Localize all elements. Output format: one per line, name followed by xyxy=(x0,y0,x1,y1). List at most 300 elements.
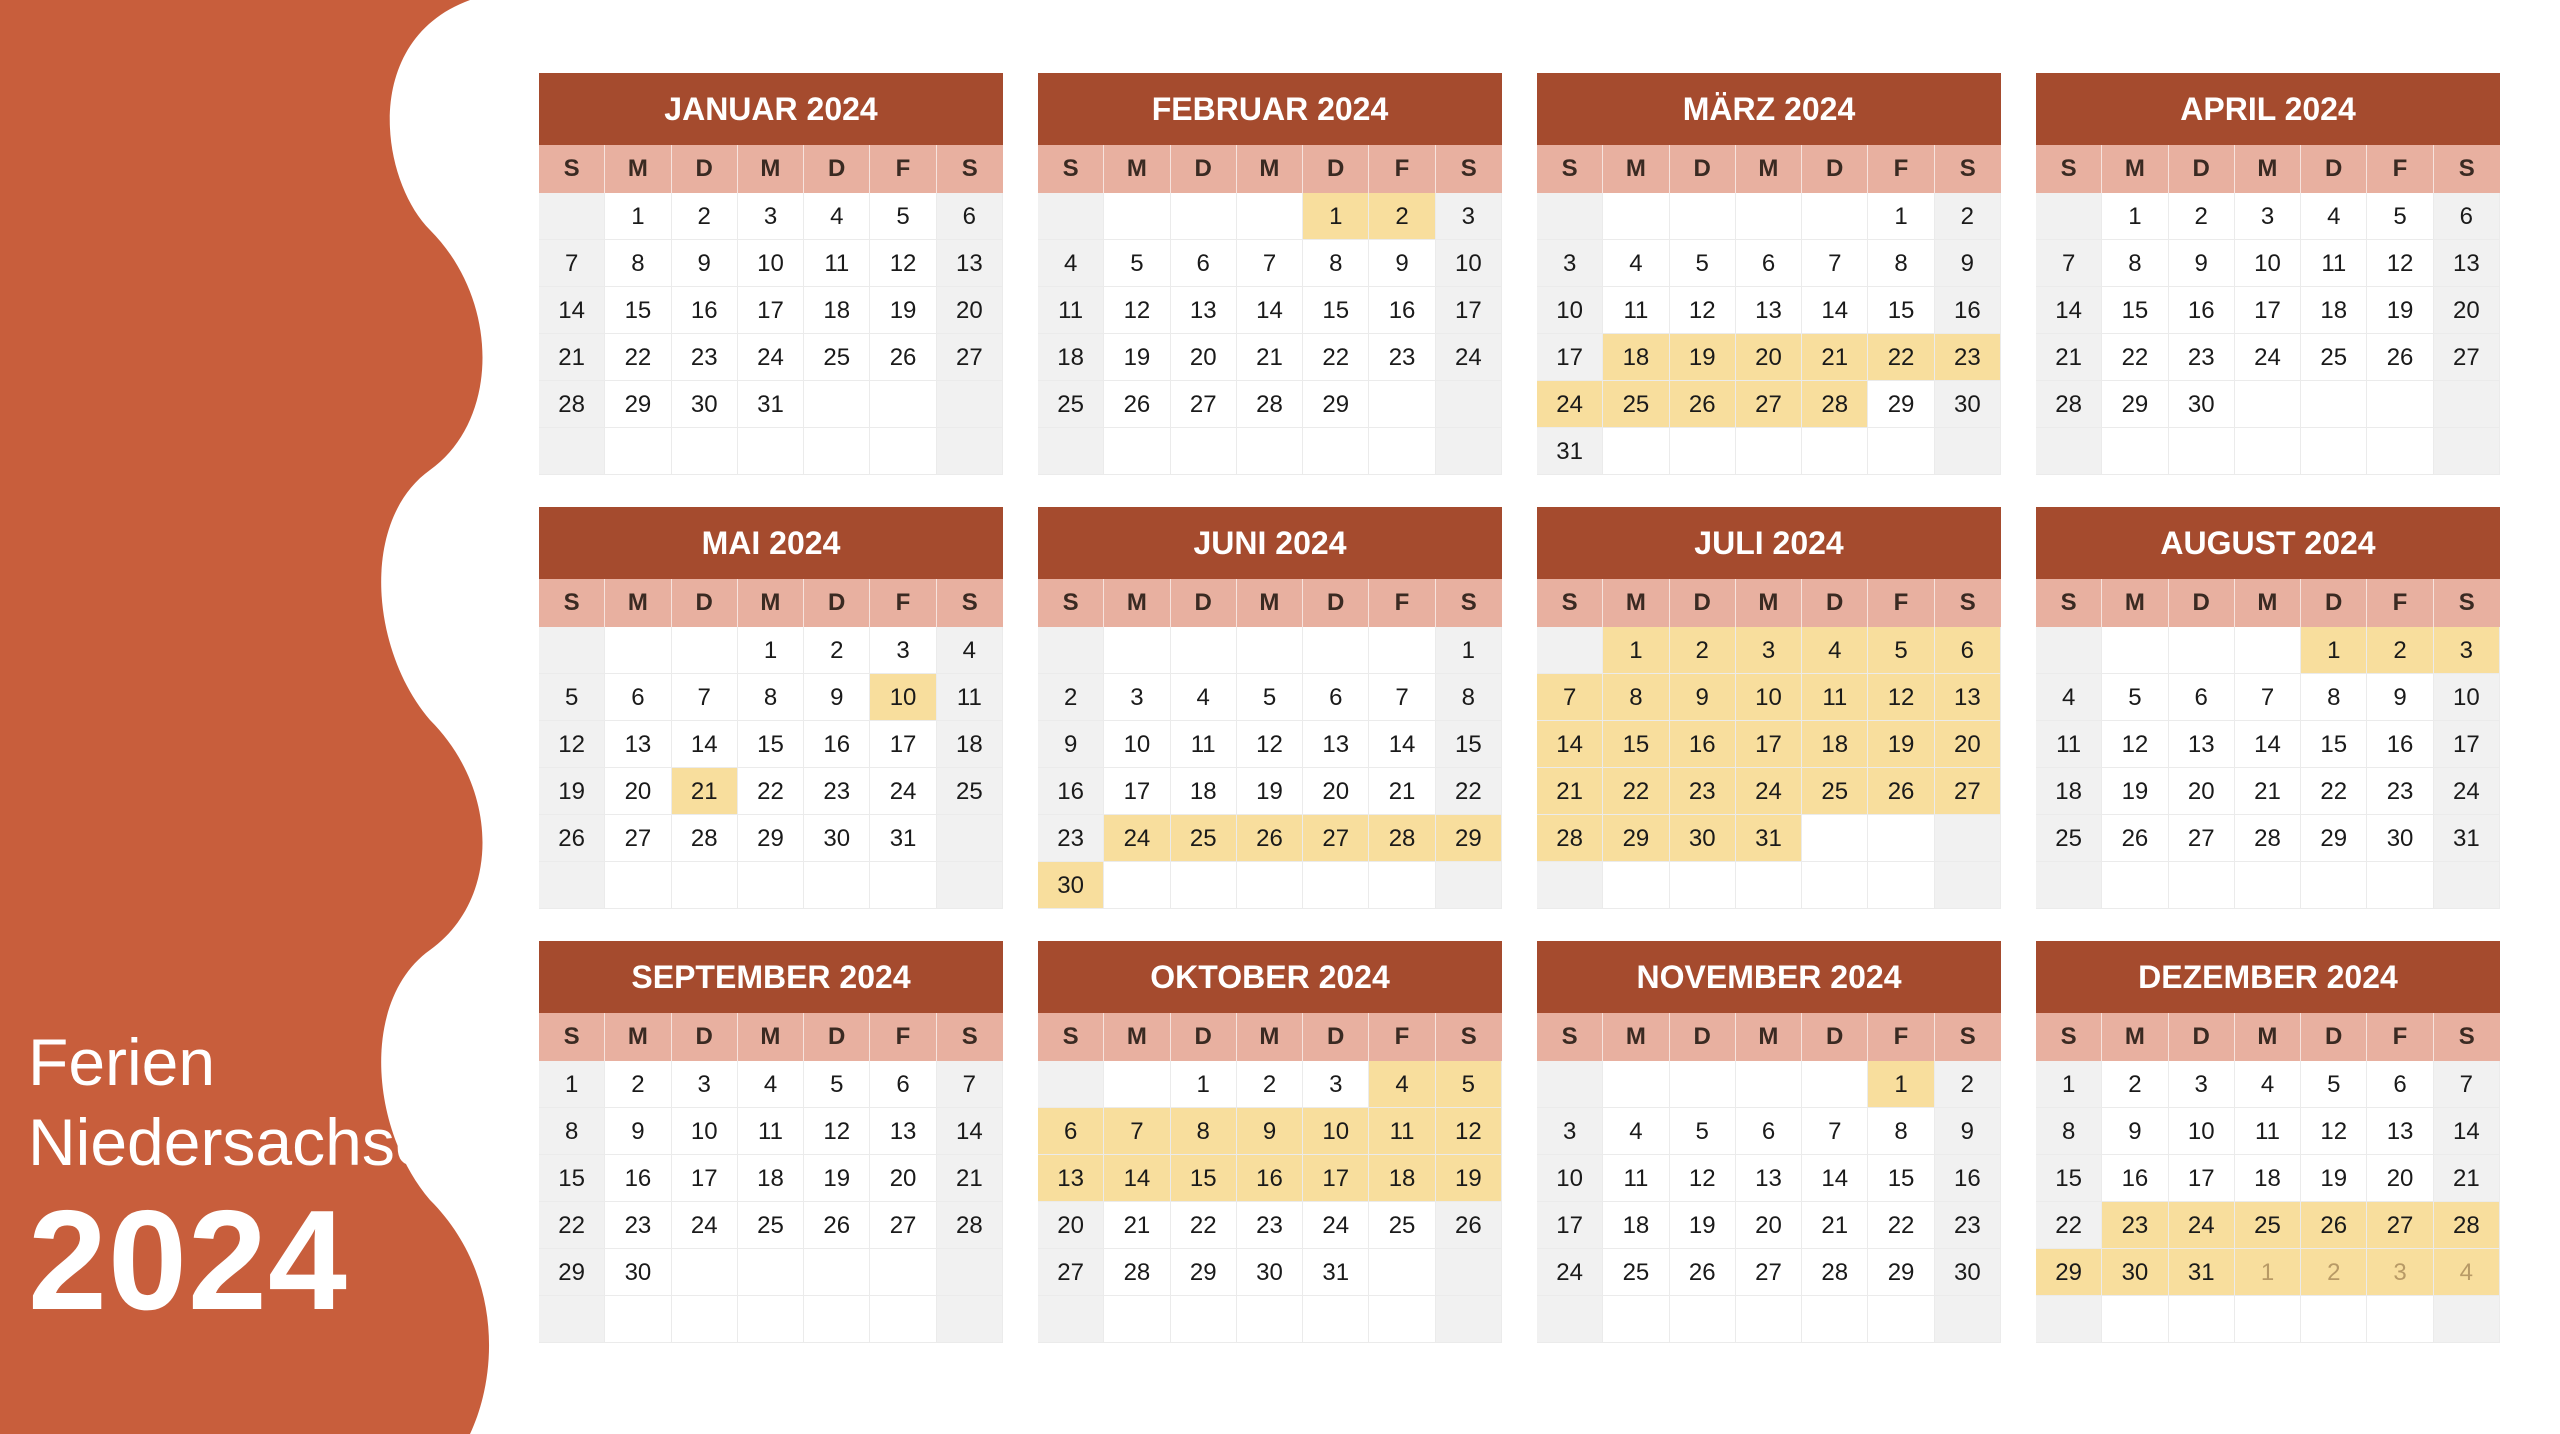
day-cell: 1 xyxy=(2102,193,2168,240)
empty-day-cell xyxy=(672,1249,738,1296)
weekday-label: D xyxy=(1303,145,1369,193)
day-cell: 3 xyxy=(1736,627,1802,674)
day-cell: 24 xyxy=(1736,768,1802,815)
day-cell: 28 xyxy=(1369,815,1435,862)
empty-day-cell xyxy=(2036,193,2102,240)
day-cell: 10 xyxy=(1104,721,1170,768)
day-cell: 17 xyxy=(738,287,804,334)
day-cell: 23 xyxy=(1237,1202,1303,1249)
weekday-label: S xyxy=(1537,1013,1603,1061)
empty-day-cell xyxy=(804,381,870,428)
empty-day-cell xyxy=(804,428,870,475)
day-cell: 26 xyxy=(1868,768,1934,815)
empty-day-cell xyxy=(738,862,804,909)
day-cell: 12 xyxy=(539,721,605,768)
day-cell: 13 xyxy=(1038,1155,1104,1202)
empty-day-cell xyxy=(1736,193,1802,240)
empty-day-cell xyxy=(1537,1061,1603,1108)
day-cell: 9 xyxy=(1237,1108,1303,1155)
day-cell: 1 xyxy=(1868,193,1934,240)
weekday-label: D xyxy=(1670,145,1736,193)
empty-day-cell xyxy=(1171,627,1237,674)
day-cell: 8 xyxy=(1303,240,1369,287)
day-cell: 15 xyxy=(1171,1155,1237,1202)
day-cell: 2 xyxy=(1237,1061,1303,1108)
day-cell: 22 xyxy=(1868,334,1934,381)
day-cell: 2 xyxy=(1935,193,2001,240)
day-cell: 2 xyxy=(605,1061,671,1108)
weekday-label: S xyxy=(1537,145,1603,193)
day-cell: 18 xyxy=(937,721,1003,768)
day-cell: 11 xyxy=(738,1108,804,1155)
day-cell: 23 xyxy=(1935,1202,2001,1249)
weekday-label: F xyxy=(1369,579,1435,627)
weekday-label: S xyxy=(2036,145,2102,193)
weekday-label: M xyxy=(1736,579,1802,627)
empty-day-cell xyxy=(1038,1061,1104,1108)
empty-day-cell xyxy=(1171,862,1237,909)
day-cell: 26 xyxy=(870,334,936,381)
weekday-label: M xyxy=(1736,1013,1802,1061)
day-cell: 16 xyxy=(672,287,738,334)
weekday-header-row xyxy=(1537,145,2001,193)
day-cell: 26 xyxy=(1670,381,1736,428)
day-cell: 11 xyxy=(804,240,870,287)
day-cell: 14 xyxy=(1537,721,1603,768)
day-cell: 12 xyxy=(1436,1108,1502,1155)
weekday-label: F xyxy=(1868,145,1934,193)
empty-day-cell xyxy=(1038,193,1104,240)
empty-day-cell xyxy=(1802,428,1868,475)
day-cell: 7 xyxy=(1237,240,1303,287)
day-cell: 4 xyxy=(2235,1061,2301,1108)
day-cell: 10 xyxy=(1303,1108,1369,1155)
empty-day-cell xyxy=(1802,193,1868,240)
next-month-day-cell: 3 xyxy=(2367,1249,2433,1296)
weekday-label: D xyxy=(1670,1013,1736,1061)
weekday-label: F xyxy=(1868,1013,1934,1061)
weekday-label: D xyxy=(672,1013,738,1061)
empty-day-cell xyxy=(1868,815,1934,862)
day-cell: 1 xyxy=(1436,627,1502,674)
empty-day-cell xyxy=(1537,627,1603,674)
empty-day-cell xyxy=(2367,428,2433,475)
day-cell: 25 xyxy=(1038,381,1104,428)
empty-day-cell xyxy=(1436,381,1502,428)
day-cell: 3 xyxy=(672,1061,738,1108)
day-cell: 1 xyxy=(1868,1061,1934,1108)
day-cell: 19 xyxy=(804,1155,870,1202)
empty-day-cell xyxy=(1802,1296,1868,1343)
day-cell: 27 xyxy=(1736,381,1802,428)
empty-day-cell xyxy=(1736,862,1802,909)
empty-day-cell xyxy=(738,428,804,475)
day-cell: 30 xyxy=(2102,1249,2168,1296)
empty-day-cell xyxy=(1603,1296,1669,1343)
day-cell: 7 xyxy=(672,674,738,721)
weekday-label: M xyxy=(1104,145,1170,193)
weekday-label: F xyxy=(2367,1013,2433,1061)
empty-day-cell xyxy=(2036,862,2102,909)
day-cell: 23 xyxy=(2102,1202,2168,1249)
day-cell: 10 xyxy=(2235,240,2301,287)
day-cell: 14 xyxy=(1104,1155,1170,1202)
empty-day-cell xyxy=(1436,862,1502,909)
day-cell: 31 xyxy=(1537,428,1603,475)
day-cell: 4 xyxy=(1369,1061,1435,1108)
day-cell: 18 xyxy=(804,287,870,334)
day-cell: 29 xyxy=(2102,381,2168,428)
day-cell: 18 xyxy=(2036,768,2102,815)
empty-day-cell xyxy=(1303,1296,1369,1343)
weekday-header-row xyxy=(1537,579,2001,627)
empty-day-cell xyxy=(1802,862,1868,909)
weekday-label: D xyxy=(672,145,738,193)
day-cell: 28 xyxy=(1802,1249,1868,1296)
empty-day-cell xyxy=(1670,1296,1736,1343)
empty-day-cell xyxy=(1104,428,1170,475)
day-cell: 22 xyxy=(539,1202,605,1249)
day-cell: 9 xyxy=(804,674,870,721)
day-cell: 2 xyxy=(2169,193,2235,240)
weekday-label: D xyxy=(2301,145,2367,193)
day-cell: 29 xyxy=(1603,815,1669,862)
empty-day-cell xyxy=(2169,1296,2235,1343)
day-cell: 21 xyxy=(539,334,605,381)
day-grid xyxy=(1537,627,2001,909)
empty-day-cell xyxy=(870,862,936,909)
day-cell: 6 xyxy=(1736,240,1802,287)
day-cell: 15 xyxy=(605,287,671,334)
weekday-label: M xyxy=(1603,1013,1669,1061)
weekday-label: F xyxy=(1868,579,1934,627)
empty-day-cell xyxy=(937,815,1003,862)
day-cell: 22 xyxy=(605,334,671,381)
day-cell: 15 xyxy=(2102,287,2168,334)
day-cell: 20 xyxy=(1038,1202,1104,1249)
day-cell: 15 xyxy=(1868,1155,1934,1202)
weekday-label: F xyxy=(870,579,936,627)
day-cell: 30 xyxy=(2367,815,2433,862)
empty-day-cell xyxy=(539,1296,605,1343)
day-cell: 2 xyxy=(1935,1061,2001,1108)
day-cell: 3 xyxy=(1436,193,1502,240)
day-cell: 5 xyxy=(1436,1061,1502,1108)
empty-day-cell xyxy=(1369,627,1435,674)
day-cell: 11 xyxy=(937,674,1003,721)
day-cell: 19 xyxy=(1436,1155,1502,1202)
day-cell: 27 xyxy=(1171,381,1237,428)
empty-day-cell xyxy=(539,428,605,475)
empty-day-cell xyxy=(1537,193,1603,240)
day-cell: 4 xyxy=(1603,1108,1669,1155)
weekday-label: S xyxy=(1460,155,1477,182)
day-cell: 25 xyxy=(1171,815,1237,862)
weekday-header-row xyxy=(2036,1013,2500,1061)
day-cell: 24 xyxy=(2434,768,2500,815)
day-cell: 3 xyxy=(1303,1061,1369,1108)
weekday-label: M xyxy=(1237,145,1303,193)
day-cell: 16 xyxy=(1369,287,1435,334)
day-cell: 17 xyxy=(1303,1155,1369,1202)
day-cell: 23 xyxy=(672,334,738,381)
day-cell: 15 xyxy=(1436,721,1502,768)
day-cell: 19 xyxy=(2102,768,2168,815)
day-cell: 10 xyxy=(1537,287,1603,334)
day-cell: 25 xyxy=(1603,1249,1669,1296)
empty-day-cell xyxy=(1670,1061,1736,1108)
day-cell: 13 xyxy=(1736,287,1802,334)
weekday-label: M xyxy=(1603,579,1669,627)
empty-day-cell xyxy=(2434,428,2500,475)
day-cell: 5 xyxy=(1104,240,1170,287)
weekday-label: S xyxy=(2458,155,2475,182)
empty-day-cell xyxy=(1603,1061,1669,1108)
weekday-label: D xyxy=(2301,1013,2367,1061)
weekday-label: D xyxy=(2169,1013,2235,1061)
day-cell: 22 xyxy=(738,768,804,815)
day-cell: 14 xyxy=(1237,287,1303,334)
day-cell: 17 xyxy=(870,721,936,768)
day-cell: 20 xyxy=(1935,721,2001,768)
empty-day-cell xyxy=(2036,1296,2102,1343)
weekday-label: M xyxy=(2235,145,2301,193)
day-cell: 9 xyxy=(2169,240,2235,287)
day-cell: 11 xyxy=(2301,240,2367,287)
weekday-label: D xyxy=(804,579,870,627)
day-cell: 1 xyxy=(1171,1061,1237,1108)
month-calendar xyxy=(2036,507,2500,909)
day-cell: 30 xyxy=(1935,1249,2001,1296)
day-cell: 15 xyxy=(2036,1155,2102,1202)
day-cell: 19 xyxy=(1670,334,1736,381)
day-cell: 27 xyxy=(605,815,671,862)
day-cell: 2 xyxy=(804,627,870,674)
month-title: JUNI 2024 xyxy=(1038,507,1502,579)
empty-day-cell xyxy=(2367,862,2433,909)
day-cell: 17 xyxy=(2434,721,2500,768)
day-cell: 16 xyxy=(2102,1155,2168,1202)
day-cell: 27 xyxy=(1038,1249,1104,1296)
empty-day-cell xyxy=(2102,1296,2168,1343)
day-cell: 14 xyxy=(539,287,605,334)
day-cell: 11 xyxy=(2036,721,2102,768)
day-cell: 28 xyxy=(1237,381,1303,428)
day-cell: 26 xyxy=(2367,334,2433,381)
empty-day-cell xyxy=(870,1296,936,1343)
empty-day-cell xyxy=(804,862,870,909)
day-grid xyxy=(1038,627,1502,909)
empty-day-cell xyxy=(738,1249,804,1296)
day-cell: 7 xyxy=(2235,674,2301,721)
day-cell: 31 xyxy=(870,815,936,862)
day-cell: 24 xyxy=(672,1202,738,1249)
day-cell: 9 xyxy=(1038,721,1104,768)
day-cell: 22 xyxy=(1303,334,1369,381)
weekday-label: S xyxy=(2036,579,2102,627)
day-grid xyxy=(1038,193,1502,475)
day-cell: 25 xyxy=(2235,1202,2301,1249)
day-cell: 11 xyxy=(1369,1108,1435,1155)
empty-day-cell xyxy=(672,428,738,475)
weekday-label: S xyxy=(1038,1013,1104,1061)
day-cell: 7 xyxy=(2434,1061,2500,1108)
day-cell: 6 xyxy=(605,674,671,721)
day-grid xyxy=(539,627,1003,909)
empty-day-cell xyxy=(539,193,605,240)
weekday-label: D xyxy=(1802,1013,1868,1061)
day-cell: 3 xyxy=(2169,1061,2235,1108)
day-cell: 5 xyxy=(539,674,605,721)
day-cell: 22 xyxy=(2102,334,2168,381)
day-cell: 21 xyxy=(2434,1155,2500,1202)
day-cell: 25 xyxy=(2301,334,2367,381)
day-cell: 5 xyxy=(804,1061,870,1108)
day-cell: 19 xyxy=(1237,768,1303,815)
day-cell: 20 xyxy=(2367,1155,2433,1202)
day-cell: 12 xyxy=(1237,721,1303,768)
day-cell: 3 xyxy=(2235,193,2301,240)
day-cell: 3 xyxy=(1104,674,1170,721)
day-cell: 11 xyxy=(1802,674,1868,721)
empty-day-cell xyxy=(605,428,671,475)
weekday-label: S xyxy=(539,1013,605,1061)
day-cell: 15 xyxy=(738,721,804,768)
empty-day-cell xyxy=(1537,862,1603,909)
day-cell: 6 xyxy=(870,1061,936,1108)
day-cell: 1 xyxy=(1303,193,1369,240)
day-grid xyxy=(2036,627,2500,909)
empty-day-cell xyxy=(672,627,738,674)
empty-day-cell xyxy=(1436,1296,1502,1343)
weekday-label: S xyxy=(1460,589,1477,616)
day-cell: 8 xyxy=(2102,240,2168,287)
day-cell: 21 xyxy=(1237,334,1303,381)
day-cell: 18 xyxy=(2301,287,2367,334)
day-cell: 23 xyxy=(1038,815,1104,862)
empty-day-cell xyxy=(937,381,1003,428)
day-cell: 18 xyxy=(1369,1155,1435,1202)
empty-day-cell xyxy=(1436,1249,1502,1296)
empty-day-cell xyxy=(2235,862,2301,909)
day-cell: 17 xyxy=(2169,1155,2235,1202)
day-cell: 27 xyxy=(2367,1202,2433,1249)
day-cell: 9 xyxy=(1670,674,1736,721)
weekday-header-row xyxy=(1038,579,1502,627)
day-cell: 22 xyxy=(1171,1202,1237,1249)
empty-day-cell xyxy=(2235,428,2301,475)
day-cell: 8 xyxy=(1868,240,1934,287)
weekday-label: D xyxy=(672,579,738,627)
day-cell: 16 xyxy=(1935,1155,2001,1202)
empty-day-cell xyxy=(1802,1061,1868,1108)
day-cell: 13 xyxy=(2367,1108,2433,1155)
weekday-label: M xyxy=(738,145,804,193)
empty-day-cell xyxy=(1104,1061,1170,1108)
empty-day-cell xyxy=(1537,1296,1603,1343)
day-cell: 16 xyxy=(1038,768,1104,815)
day-cell: 21 xyxy=(1104,1202,1170,1249)
weekday-label: S xyxy=(539,579,605,627)
weekday-label: F xyxy=(870,1013,936,1061)
day-cell: 30 xyxy=(804,815,870,862)
day-cell: 18 xyxy=(1603,1202,1669,1249)
day-cell: 4 xyxy=(937,627,1003,674)
day-cell: 15 xyxy=(1303,287,1369,334)
day-cell: 27 xyxy=(1935,768,2001,815)
day-cell: 10 xyxy=(2434,674,2500,721)
next-month-day-cell: 1 xyxy=(2235,1249,2301,1296)
day-cell: 21 xyxy=(937,1155,1003,1202)
day-cell: 19 xyxy=(539,768,605,815)
day-grid xyxy=(1537,1061,2001,1343)
day-cell: 30 xyxy=(605,1249,671,1296)
day-cell: 1 xyxy=(539,1061,605,1108)
day-cell: 22 xyxy=(2301,768,2367,815)
day-cell: 20 xyxy=(2169,768,2235,815)
empty-day-cell xyxy=(2367,381,2433,428)
day-cell: 5 xyxy=(1868,627,1934,674)
empty-day-cell xyxy=(1038,1296,1104,1343)
weekday-label: M xyxy=(2102,1013,2168,1061)
day-cell: 18 xyxy=(1603,334,1669,381)
day-cell: 3 xyxy=(1537,240,1603,287)
month-title: DEZEMBER 2024 xyxy=(2036,941,2500,1013)
day-cell: 13 xyxy=(2169,721,2235,768)
weekday-label: F xyxy=(1369,1013,1435,1061)
day-cell: 6 xyxy=(1038,1108,1104,1155)
day-cell: 18 xyxy=(1802,721,1868,768)
weekday-label: M xyxy=(1237,579,1303,627)
weekday-label: F xyxy=(870,145,936,193)
day-cell: 17 xyxy=(1537,1202,1603,1249)
day-cell: 19 xyxy=(2301,1155,2367,1202)
day-cell: 7 xyxy=(1802,240,1868,287)
month-title: MÄRZ 2024 xyxy=(1537,73,2001,145)
day-cell: 28 xyxy=(672,815,738,862)
month-title: JANUAR 2024 xyxy=(539,73,1003,145)
day-cell: 30 xyxy=(1670,815,1736,862)
empty-day-cell xyxy=(1303,627,1369,674)
weekday-label: M xyxy=(1603,145,1669,193)
day-cell: 12 xyxy=(1670,287,1736,334)
day-cell: 11 xyxy=(1603,287,1669,334)
day-cell: 10 xyxy=(870,674,936,721)
day-cell: 6 xyxy=(1736,1108,1802,1155)
empty-day-cell xyxy=(1369,381,1435,428)
day-cell: 18 xyxy=(1171,768,1237,815)
month-title: NOVEMBER 2024 xyxy=(1537,941,2001,1013)
day-cell: 13 xyxy=(1303,721,1369,768)
weekday-label: M xyxy=(1237,1013,1303,1061)
day-cell: 14 xyxy=(1802,1155,1868,1202)
day-cell: 9 xyxy=(2367,674,2433,721)
day-cell: 24 xyxy=(1436,334,1502,381)
empty-day-cell xyxy=(2169,862,2235,909)
day-grid xyxy=(1537,193,2001,475)
day-cell: 12 xyxy=(804,1108,870,1155)
day-cell: 28 xyxy=(1104,1249,1170,1296)
month-calendar xyxy=(1038,941,1502,1343)
day-cell: 27 xyxy=(1736,1249,1802,1296)
day-cell: 29 xyxy=(1171,1249,1237,1296)
empty-day-cell xyxy=(2235,381,2301,428)
day-cell: 27 xyxy=(1303,815,1369,862)
day-cell: 13 xyxy=(937,240,1003,287)
day-cell: 24 xyxy=(2235,334,2301,381)
empty-day-cell xyxy=(1171,428,1237,475)
day-cell: 11 xyxy=(1038,287,1104,334)
